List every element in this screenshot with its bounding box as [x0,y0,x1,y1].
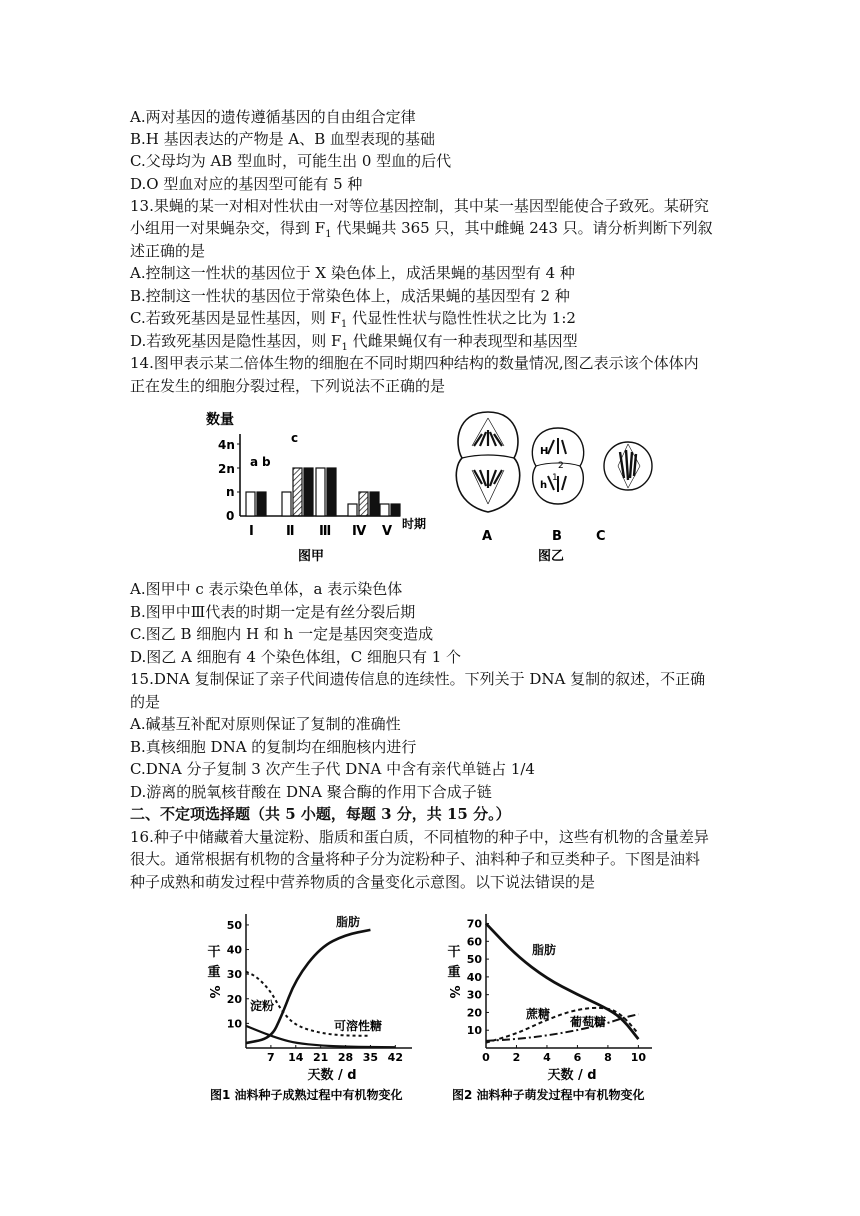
xtick-label: 8 [604,1051,612,1064]
xtick-label: 21 [313,1051,329,1064]
q13-stem-line-2: 小组用一对果蝇杂交，得到 $F_1$ 代果蝇共 365 只，其中雌蝇 243 只。请分析判断下列叙 [130,219,713,240]
q16-stem-line-2: 很大。通常根据有机物的含量将种子分为淀粉种子、油料种子和豆类种子。下图是油料 [130,850,701,868]
figure-2-chart [440,898,670,1108]
figure-jia [200,404,440,568]
ytick-label: 10 [226,1017,242,1031]
bar-a-4 [348,504,357,516]
figure-caption: 图2 油料种子萌发过程中有机物变化 [452,1088,645,1102]
bar-series-4-5 [391,504,400,516]
bar-a-1 [246,492,255,516]
q15-option-a: A.碱基互补配对原则保证了复制的准确性 [130,715,401,733]
q14-option-a: A.图甲中 c 表示染色单体，a 表示染色体 [130,580,403,598]
section-2-heading: 二、不定项选择题（共 5 小题，每题 3 分，共 15 分。） [130,805,511,823]
xtick-label: 28 [337,1051,354,1064]
figure-1-chart [200,898,430,1108]
q12-option-a: A.两对基因的遗传遵循基因的自由组合定律 [130,108,416,126]
q14-option-d: D.图乙 A 细胞有 4 个染色体组，C 细胞只有 1 个 [130,648,462,666]
series-label-蔗糖: 蔗糖 [526,1007,551,1021]
q12-option-d: D.O 型血对应的基因型可能有 5 种 [130,175,363,193]
xtick-label: 42 [387,1051,403,1064]
period-2: Ⅱ [286,524,295,539]
ytick-label: 40 [466,970,482,984]
q15-stem-line-2: 的是 [130,693,161,711]
xtick-label: 6 [573,1051,582,1064]
cell-a [456,412,519,512]
q14-option-c: C.图乙 B 细胞内 H 和 h 一定是基因突变造成 [130,625,434,643]
ytick-0: 0 [226,509,235,523]
ytick-label: 10 [466,1024,482,1038]
q13-option-b: B.控制这一性状的基因位于常染色体上，成活果蝇的基因型有 2 种 [130,287,570,305]
q16-stem-line-1: 16.种子中储藏着大量淀粉、脂质和蛋白质，不同植物的种子中，这些有机物的含量差异 [130,828,709,846]
ylabel-glyph: 干 [447,945,461,960]
cell-b-mark-h-upper: H [540,446,549,457]
q13-stem-line-3: 述正确的是 [130,242,206,260]
q13-stem-line-1: 13.果蝇的某一对相对性状由一对等位基因控制，其中某一基因型能使合子致死。某研究 [130,197,709,215]
period-4: Ⅳ [352,524,367,539]
q14-stem-line-1: 14.图甲表示某二倍体生物的细胞在不同时期四种结构的数量情况,图乙表示该个体体内 [130,354,699,372]
figure-1 [200,898,430,1108]
bar-a-2 [282,492,291,516]
period-1: Ⅰ [249,524,254,539]
series-label-a: a [250,455,259,469]
series-line-葡萄糖 [486,1014,638,1041]
figure-jia-ylabel: 数量 [206,412,234,428]
ytick-label: 30 [466,988,482,1002]
xtick-label: 35 [362,1051,379,1064]
series-label-b: b [262,455,271,469]
bar-series-4-3 [327,468,336,516]
figure-jia-chart [200,404,440,568]
cell-b-mark-2: 2 [558,461,564,471]
figure-yi-drawing [448,404,668,568]
ytick-label: 60 [466,935,482,949]
figure-jia-xlabel: 时期 [402,517,427,531]
xtick-label: 7 [267,1051,275,1064]
q15-option-c: C.DNA 分子复制 3 次产生子代 DNA 中含有亲代单链占 1/4 [130,760,535,778]
ytick-label: 40 [226,943,242,957]
q13-option-c: C.若致死基因是显性基因，则 $F_1$ 代显性性状与隐性性状之比为 1:2 [130,309,576,330]
q15-option-b: B.真核细胞 DNA 的复制均在细胞核内进行 [130,738,417,756]
xtick-label: 14 [288,1051,304,1064]
q14-stem-line-2: 正在发生的细胞分裂过程，下列说法不正确的是 [130,377,446,395]
series-label-可溶性糖: 可溶性糖 [334,1019,383,1033]
series-label-脂肪: 脂肪 [336,915,361,929]
q14-option-b: B.图甲中Ⅲ代表的时期一定是有丝分裂后期 [130,603,416,621]
xlabel: 天数 / d [307,1068,357,1083]
ylabel-glyph: 重 [207,965,221,980]
bar-a-3 [316,468,325,516]
figure-caption: 图1 油料种子成熟过程中有机物变化 [210,1088,403,1102]
ytick-label: 20 [466,1006,482,1020]
series-label-葡萄糖: 葡萄糖 [570,1015,607,1029]
ytick-label: 20 [226,992,242,1006]
period-3: Ⅲ [319,524,332,539]
figure-jia-caption: 图甲 [298,549,325,564]
ytick-n: n [226,485,235,499]
xtick-label: 0 [482,1051,490,1064]
ytick-label: 50 [466,953,482,967]
cell-label-c: C [596,529,606,544]
bar-series-4-2 [304,468,313,516]
ylabel-glyph: % [446,985,461,999]
series-label-淀粉: 淀粉 [250,999,275,1013]
xtick-label: 4 [543,1051,551,1064]
ylabel-glyph: 重 [447,965,461,980]
bar-b-1 [257,492,266,516]
cell-label-b: B [552,529,562,544]
xtick-label: 10 [630,1051,647,1064]
ytick-label: 70 [466,917,482,931]
series-line-脂肪 [486,924,638,1040]
ytick-label: 50 [226,918,242,932]
q15-option-d: D.游离的脱氧核苷酸在 DNA 聚合酶的作用下合成子链 [130,783,492,801]
cell-label-a: A [482,529,493,544]
ytick-4n: 4n [218,438,235,452]
xlabel: 天数 / d [547,1068,597,1083]
bar-a-5 [380,504,389,516]
xtick-label: 2 [512,1051,521,1064]
q12-option-c: C.父母均为 AB 型血时，可能生出 0 型血的后代 [130,152,452,170]
q15-stem-line-1: 15.DNA 复制保证了亲子代间遗传信息的连续性。下列关于 DNA 复制的叙述，不正确 [130,670,706,688]
q16-stem-line-3: 种子成熟和萌发过程中营养物质的含量变化示意图。以下说法错误的是 [130,873,596,891]
cell-c [604,442,652,490]
cell-b-mark-1: 1 [552,473,558,483]
cell-b-mark-h-lower: h [540,480,548,491]
figure-yi-caption: 图乙 [538,549,565,564]
q12-option-b: B.H 基因表达的产物是 A、B 血型表现的基础 [130,130,436,148]
ytick-2n: 2n [218,462,235,476]
q13-option-d: D.若致死基因是隐性基因，则 $F_1$ 代雌果蝇仅有一种表现型和基因型 [130,332,578,353]
bar-c-4 [359,492,368,516]
figure-2 [440,898,670,1108]
series-label-脂肪: 脂肪 [532,943,557,957]
ytick-label: 30 [226,968,242,982]
bar-c-2 [293,468,302,516]
q13-option-a: A.控制这一性状的基因位于 X 染色体上，成活果蝇的基因型有 4 种 [130,264,575,282]
ylabel-glyph: 干 [207,945,221,960]
bar-series-4-4 [370,492,379,516]
figure-yi [448,404,668,568]
period-5: Ⅴ [382,524,393,539]
series-label-c: c [291,431,299,445]
ylabel-glyph: % [206,985,221,999]
